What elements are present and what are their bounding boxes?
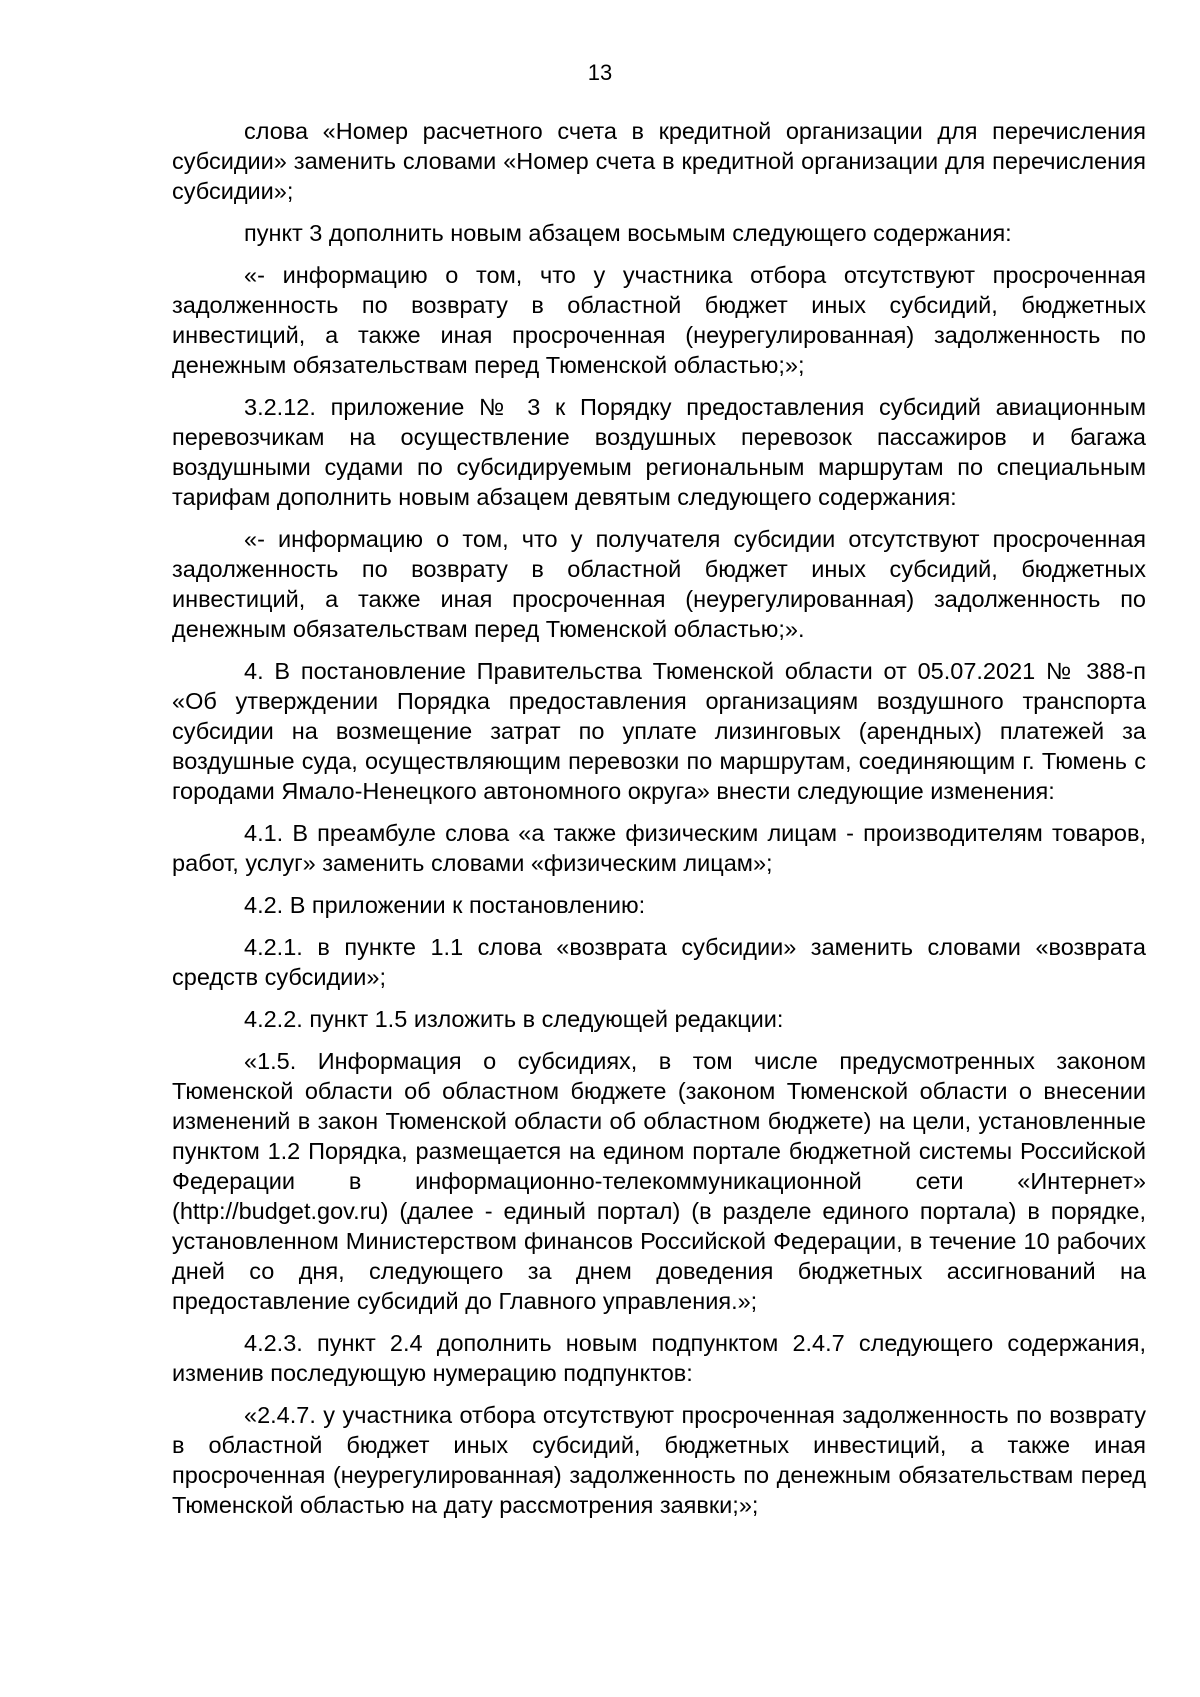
paragraph: «- информацию о том, что у получателя субсидии отсутствуют просроченная задолженность по возврату в областной бюджет иных субсидий, бюджетных инвестиций, а также иная просроченная (неурегулированная) задолженность по денежным обязательствам перед Тюменской областью;». <box>172 526 1146 642</box>
paragraph: пункт 3 дополнить новым абзацем восьмым следующего содержания: <box>244 220 1012 246</box>
page-number: 13 <box>587 60 613 85</box>
paragraph: «1.5. Информация о субсидиях, в том числе предусмотренных законом Тюменской области об областном бюджете (законом Тюменской области о внесении изменений в закон Тюменской области об областном бюджете) на цели, установленные пунктом 1.2 Порядка, размещается на едином портале бюджетной системы Российской Федерации в информационно-телекоммуникационной сети «Интернет» (http://budget.gov.ru) (далее - единый портал) (в разделе единого портала) в порядке, установленном Министерством финансов Российской Федерации, в течение 10 рабочих дней со дня, следующего за днем доведения бюджетных ассигнований на предоставление субсидий до Главного управления.»; <box>172 1048 1146 1314</box>
paragraph: 4.2. В приложении к постановлению: <box>244 892 646 918</box>
paragraph: «2.4.7. у участника отбора отсутствуют просроченная задолженность по возврату в областной бюджет иных субсидий, бюджетных инвестиций, а также иная просроченная (неурегулированная) задолженность по денежным обязательствам перед Тюменской областью на дату рассмотрения заявки;»; <box>172 1402 1146 1518</box>
paragraph: «- информацию о том, что у участника отбора отсутствуют просроченная задолженность по возврату в областной бюджет иных субсидий, бюджетных инвестиций, а также иная просроченная (неурегулированная) задолженность по денежным обязательствам перед Тюменской областью;»; <box>172 262 1146 378</box>
paragraph: 4.1. В преамбуле слова «а также физическим лицам - производителям товаров, работ, услуг» заменить словами «физическим лицам»; <box>172 820 1146 876</box>
paragraph: 4.2.1. в пункте 1.1 слова «возврата субсидии» заменить словами «возврата средств субсидии»; <box>172 934 1146 990</box>
document-body <box>172 116 1146 1532</box>
paragraph: 4. В постановление Правительства Тюменской области от 05.07.2021 № 388-п «Об утверждении Порядка предоставления организациям воздушного транспорта субсидии на возмещение затрат по уплате лизинговых (арендных) платежей за воздушные суда, осуществляющим перевозки по маршрутам, соединяющим г. Тюмень с городами Ямало-Ненецкого автономного округа» внести следующие изменения: <box>172 658 1146 804</box>
paragraph: 3.2.12. приложение № 3 к Порядку предоставления субсидий авиационным перевозчикам на осуществление воздушных перевозок пассажиров и багажа воздушными судами по субсидируемым региональным маршрутам по специальным тарифам дополнить новым абзацем девятым следующего содержания: <box>172 394 1146 510</box>
paragraph: 4.2.2. пункт 1.5 изложить в следующей редакции: <box>244 1006 784 1032</box>
paragraph: слова «Номер расчетного счета в кредитной организации для перечисления субсидии» заменить словами «Номер счета в кредитной организации для перечисления субсидии»; <box>172 118 1146 204</box>
paragraph: 4.2.3. пункт 2.4 дополнить новым подпунктом 2.4.7 следующего содержания, изменив последующую нумерацию подпунктов: <box>172 1330 1146 1386</box>
